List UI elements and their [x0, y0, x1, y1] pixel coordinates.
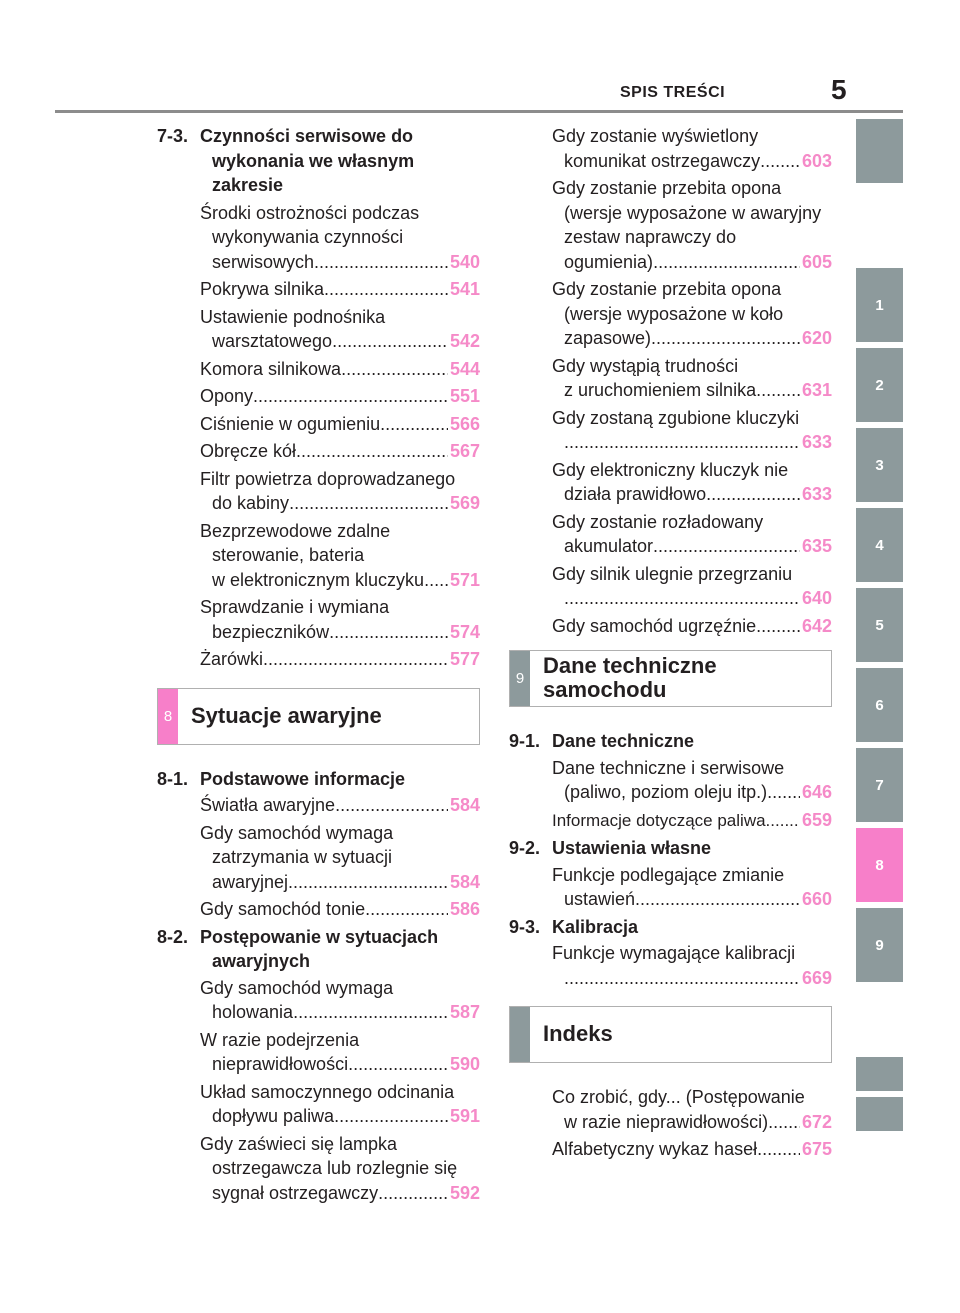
page-ref[interactable]: 566 — [449, 413, 480, 434]
toc-entry[interactable]: Funkcje podlegające zmianie ustawień ..... 660 — [509, 863, 832, 912]
page-ref[interactable]: 640 — [801, 588, 832, 608]
toc-entry[interactable]: Światła awaryjne ..... 584 — [157, 793, 480, 818]
section-heading: 9-2. Ustawienia własne — [509, 838, 712, 858]
page-ref[interactable]: 577 — [449, 649, 480, 669]
index-box[interactable] — [509, 1006, 832, 1063]
chapter-tab-7[interactable]: 7 — [856, 748, 903, 822]
chapter-tab-blank[interactable] — [856, 119, 903, 183]
chapter-tab-1[interactable]: 1 — [856, 268, 903, 342]
page-ref[interactable]: 672 — [801, 1111, 832, 1132]
toc-entry[interactable]: Opony ..... 551 — [157, 384, 480, 409]
page-ref[interactable]: 633 — [801, 484, 832, 504]
page-header-title: SPIS TREŚCI — [620, 84, 726, 101]
page-ref[interactable]: 633 — [801, 432, 832, 452]
toc-entry[interactable]: Gdy silnik ulegnie przegrzaniu ..... 640 — [509, 562, 832, 611]
page-ref[interactable]: 587 — [449, 1002, 480, 1022]
chapter-tab-2[interactable]: 2 — [856, 348, 903, 422]
toc-entry[interactable]: Środki ostrożności podczas wykonywania czynności serwisowych ..... 540 — [157, 201, 480, 275]
page-ref[interactable]: 551 — [449, 386, 480, 406]
toc-entry[interactable]: Gdy zostanie przebita opona (wersje wyposażone w koło zapasowe) ..... 620 — [509, 277, 832, 351]
chapter-tab-9[interactable]: 9 — [856, 908, 903, 982]
chapter-title-line1: Dane techniczne — [543, 653, 717, 678]
toc-entry[interactable]: Alfabetyczny wykaz haseł ..... 675 — [509, 1137, 832, 1162]
section-heading: 8-1. Podstawowe informacje — [157, 768, 406, 789]
chapter-number-9: 9 — [510, 651, 530, 706]
index-title: Indeks — [543, 1021, 613, 1046]
toc-entry[interactable]: Gdy zostanie rozładowany akumulator ..... 635 — [509, 510, 832, 559]
page-ref[interactable]: 659 — [801, 809, 832, 830]
toc-entry[interactable]: Filtr powietrza doprowadzanego do kabiny ..... 569 — [157, 467, 480, 516]
toc-entry[interactable]: Gdy samochód tonie ..... 586 — [157, 897, 480, 922]
toc-entry[interactable]: W razie podejrzenia nieprawidłowości ..... 590 — [157, 1028, 480, 1077]
page-ref[interactable]: 605 — [801, 251, 832, 272]
toc-entry[interactable]: Gdy zostanie wyświetlony komunikat ostrzegawczy ..... 603 — [509, 124, 832, 173]
page-ref[interactable]: 631 — [801, 380, 832, 400]
toc-entry[interactable]: Co zrobić, gdy... (Postępowanie w razie nieprawidłowości) ..... 672 — [509, 1085, 832, 1134]
toc-right-column — [509, 124, 832, 1162]
page-ref[interactable]: 571 — [449, 569, 480, 590]
page-ref[interactable]: 567 — [449, 441, 480, 461]
page-ref[interactable]: 574 — [449, 621, 480, 642]
page-ref[interactable]: 646 — [801, 782, 832, 802]
toc-entry[interactable]: Gdy samochód wymaga zatrzymania w sytuacji awaryjnej ..... 584 — [157, 821, 480, 895]
page-ref[interactable]: 592 — [449, 1182, 480, 1203]
chapter-tab-5[interactable]: 5 — [856, 588, 903, 662]
chapter-tab-3[interactable]: 3 — [856, 428, 903, 502]
chapter-box-9[interactable] — [509, 650, 832, 707]
toc-entry[interactable]: Układ samoczynnego odcinania dopływu paliwa ..... 591 — [157, 1080, 480, 1129]
chapter-number-8: 8 — [158, 689, 178, 744]
page-ref[interactable]: 586 — [449, 899, 480, 919]
chapter-tab-4[interactable]: 4 — [856, 508, 903, 582]
toc-entry[interactable]: Obręcze kół ..... 567 — [157, 439, 480, 464]
toc-entry[interactable]: Gdy zostaną zgubione kluczyki ..... 633 — [509, 406, 832, 455]
toc-entry[interactable]: Gdy zostanie przebita opona (wersje wyposażone w awaryjny zestaw naprawczy do ogumienia) ..... 605 — [509, 176, 832, 274]
section-heading: 9-1. Dane techniczne — [509, 731, 695, 751]
chapter-title-line2: samochodu — [543, 677, 667, 702]
page-ref[interactable]: 584 — [449, 795, 480, 815]
toc-entry[interactable]: Sprawdzanie i wymiana bezpieczników ..... 574 — [157, 595, 480, 644]
page-ref[interactable]: 642 — [801, 615, 832, 636]
toc-entry[interactable]: Gdy wystąpią trudności z uruchomieniem silnika ..... 631 — [509, 354, 832, 403]
toc-entry[interactable]: Dane techniczne i serwisowe (paliwo, poziom oleju itp.) ..... 646 — [509, 756, 832, 805]
page-ref[interactable]: 544 — [449, 358, 480, 379]
chapter-title: Sytuacje awaryjne — [191, 702, 382, 728]
toc-entry[interactable]: Pokrywa silnika ..... 541 — [157, 277, 480, 302]
page-ref[interactable]: 542 — [449, 331, 480, 351]
page-ref[interactable]: 584 — [449, 871, 480, 892]
toc-entry[interactable]: Gdy zaświeci się lampka ostrzegawcza lub rozlegnie się sygnał ostrzegawczy ..... 592 — [157, 1132, 480, 1206]
toc-entry[interactable]: Gdy elektroniczny kluczyk nie działa prawidłowo ..... 633 — [509, 458, 832, 507]
toc-entry[interactable]: Komora silnikowa ..... 544 — [157, 357, 480, 382]
page-ref[interactable]: 635 — [801, 536, 832, 556]
section-heading: 8-2. Postępowanie w sytuacjach — [157, 926, 439, 947]
toc-entry[interactable]: Żarówki ..... 577 — [157, 647, 480, 672]
page-ref[interactable]: 620 — [801, 328, 832, 348]
index-bar — [510, 1007, 530, 1062]
page-ref[interactable]: 675 — [801, 1139, 832, 1159]
chapter-tab-8[interactable]: 8 — [856, 828, 903, 902]
page-ref[interactable]: 590 — [449, 1054, 480, 1074]
page-ref[interactable]: 540 — [449, 251, 480, 272]
section-heading: 9-3. Kalibracja — [509, 916, 639, 937]
toc-entry[interactable]: Ciśnienie w ogumieniu ..... 566 — [157, 412, 480, 437]
chapter-box-8[interactable] — [157, 688, 480, 745]
page-number: 5 — [831, 74, 847, 105]
page-ref[interactable]: 569 — [449, 493, 480, 513]
toc-entry[interactable]: Gdy samochód wymaga holowania ..... 587 — [157, 976, 480, 1025]
chapter-tab-6[interactable]: 6 — [856, 668, 903, 742]
page-ref[interactable]: 669 — [801, 967, 832, 988]
page-ref[interactable]: 603 — [801, 150, 832, 171]
section-heading: 7-3. Czynności serwisowe do — [157, 126, 414, 146]
index-tab-a[interactable] — [856, 1057, 903, 1091]
index-tab-b[interactable] — [856, 1097, 903, 1131]
page-ref[interactable]: 541 — [449, 279, 480, 299]
toc-entry[interactable]: Funkcje wymagające kalibracji ..... 669 — [509, 941, 832, 990]
toc-entry[interactable]: Gdy samochód ugrzęźnie ..... 642 — [509, 614, 832, 639]
toc-entry[interactable]: Ustawienie podnośnika warsztatowego ..... 542 — [157, 305, 480, 354]
header-rule — [55, 110, 903, 113]
page-ref[interactable]: 591 — [449, 1106, 480, 1126]
page-ref[interactable]: 660 — [801, 889, 832, 909]
toc-left-column: 7-3. Czynności serwisowe do wykonania we własnym zakresie Środki ostrożności podczas wykonywania czynności serwisowych ..... 540 Pokrywa silnika ..... 541 Ustawienie podnośnika warsztatowego ..... 542 Komora silnikowa ..... 544 Opony ..... 551 Ciśnienie w ogumieniu ..... 566 Obręcze kół ..... 567 Filtr powietrza doprowadzanego do kabiny ..... 569 Bezprzewodowe zdalne sterowanie, bateria w elektronicznym kluczyku ..... 571 Sprawdzanie i wymiana bezpieczników ..... 574 Żarówki ..... 577 8 Sytuacje awaryjne 8-1. Podstawowe informacje Światła awaryjne ..... 584 Gdy samochód wymaga zatrzymania w sytuacji awaryjnej ..... 584 Gdy samochód tonie ..... 586 8-2. Postępowanie w sytuacjach awaryjnych Gdy samochód wymaga holowania ..... 587 W razie podejrzenia nieprawidłowości ..... 590 Układ samoczynnego odcinania dopływu paliwa ..... 591 Gdy zaświeci się lampka ostrzegawcza lub rozlegnie się sygnał ostrzegawczy ..... 592 — [157, 124, 480, 1205]
toc-entry[interactable]: Informacje dotyczące paliwa ..... 659 — [509, 808, 832, 834]
toc-entry[interactable]: Bezprzewodowe zdalne sterowanie, bateria w elektronicznym kluczyku ..... 571 — [157, 519, 480, 593]
